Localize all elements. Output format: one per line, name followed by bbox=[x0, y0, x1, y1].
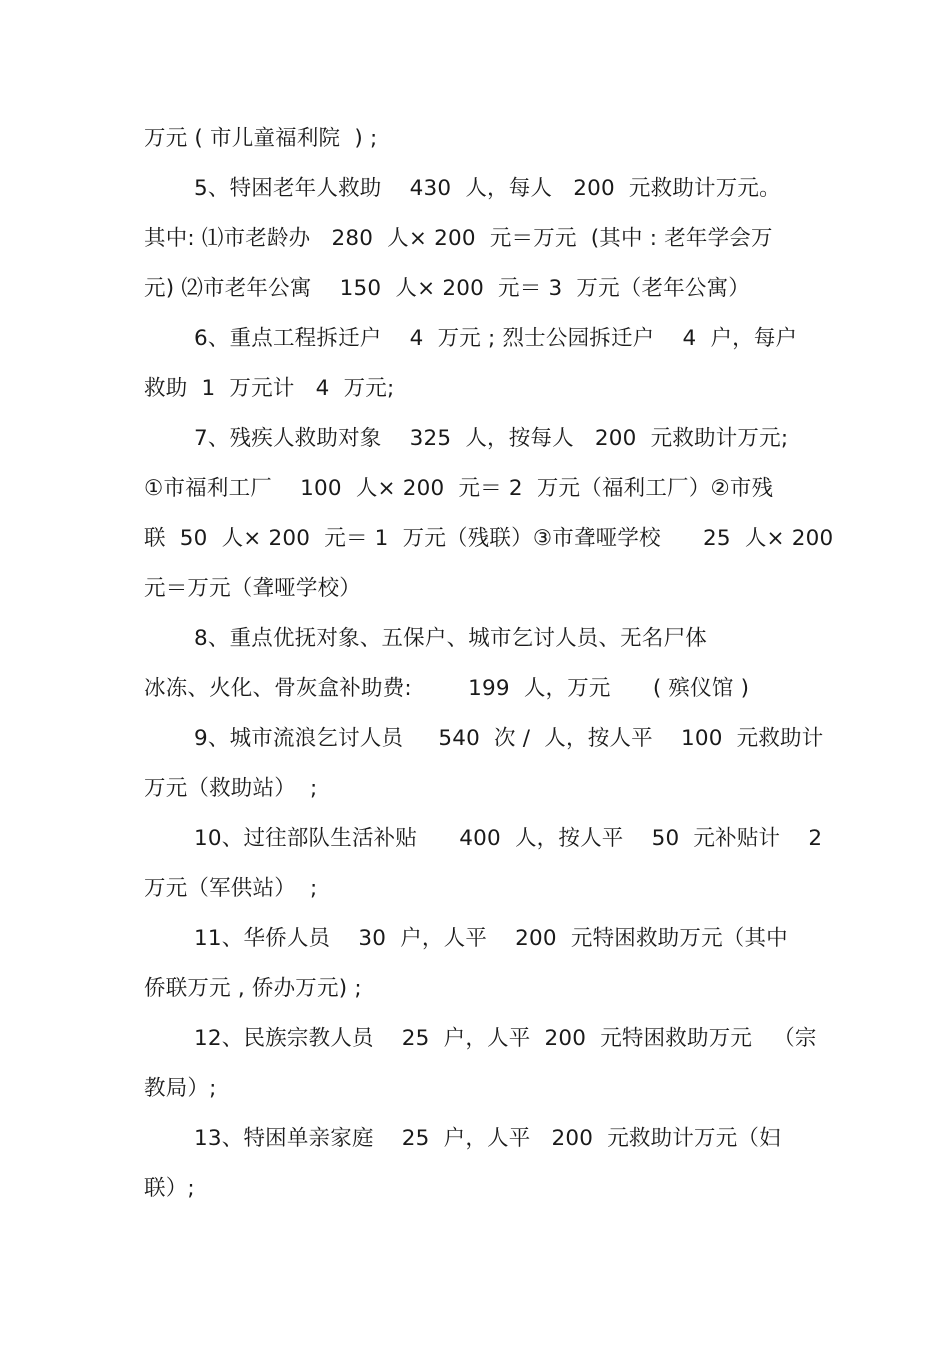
text-line-4: 元) ⑵市老年公寓 150 人× 200 元＝ 3 万元（老年公寓） bbox=[144, 276, 751, 301]
text-line-15: 10、过往部队生活补贴 400 人，按人平 50 元补贴计 2 bbox=[194, 826, 823, 851]
text-line-19: 12、民族宗教人员 25 户，人平 200 元特困救助万元 （宗 bbox=[194, 1026, 817, 1051]
text-line-7: 7、残疾人救助对象 325 人，按每人 200 元救助计万元; bbox=[194, 426, 789, 451]
text-line-9: 联 50 人× 200 元＝ 1 万元（残联）③市聋哑学校 25 人× 200 bbox=[144, 526, 834, 551]
text-line-13: 9、城市流浪乞讨人员 540 次 / 人，按人平 100 元救助计 bbox=[194, 726, 824, 751]
text-line-14: 万元（救助站） ; bbox=[144, 776, 318, 801]
text-line-8: ①市福利工厂 100 人× 200 元＝ 2 万元（福利工厂）②市残 bbox=[144, 476, 774, 501]
text-line-2: 5、特困老年人救助 430 人，每人 200 元救助计万元。 bbox=[194, 176, 781, 201]
text-line-21: 13、特困单亲家庭 25 户，人平 200 元救助计万元（妇 bbox=[194, 1126, 781, 1151]
text-line-3: 其中: ⑴市老龄办 280 人× 200 元＝万元 (其中 : 老年学会万 bbox=[144, 226, 773, 251]
text-line-11: 8、重点优抚对象、五保户、城市乞讨人员、无名尸体 bbox=[194, 626, 707, 651]
text-line-17: 11、华侨人员 30 户，人平 200 元特困救助万元（其中 bbox=[194, 926, 788, 951]
text-line-1: 万元 ( 市儿童福利院 ) ; bbox=[144, 126, 378, 151]
text-line-6: 救助 1 万元计 4 万元; bbox=[144, 376, 395, 401]
text-line-10: 元＝万元（聋哑学校） bbox=[144, 576, 362, 601]
text-line-16: 万元（军供站） ; bbox=[144, 876, 318, 901]
text-line-12: 冰冻、火化、骨灰盒补助费: 199 人，万元 ( 殡仪馆 ) bbox=[144, 676, 750, 701]
text-line-18: 侨联万元 , 侨办万元) ; bbox=[144, 976, 362, 1001]
text-line-5: 6、重点工程拆迁户 4 万元 ; 烈士公园拆迁户 4 户，每户 bbox=[194, 326, 798, 351]
text-line-20: 教局）; bbox=[144, 1076, 217, 1101]
text-line-22: 联）; bbox=[144, 1176, 195, 1201]
